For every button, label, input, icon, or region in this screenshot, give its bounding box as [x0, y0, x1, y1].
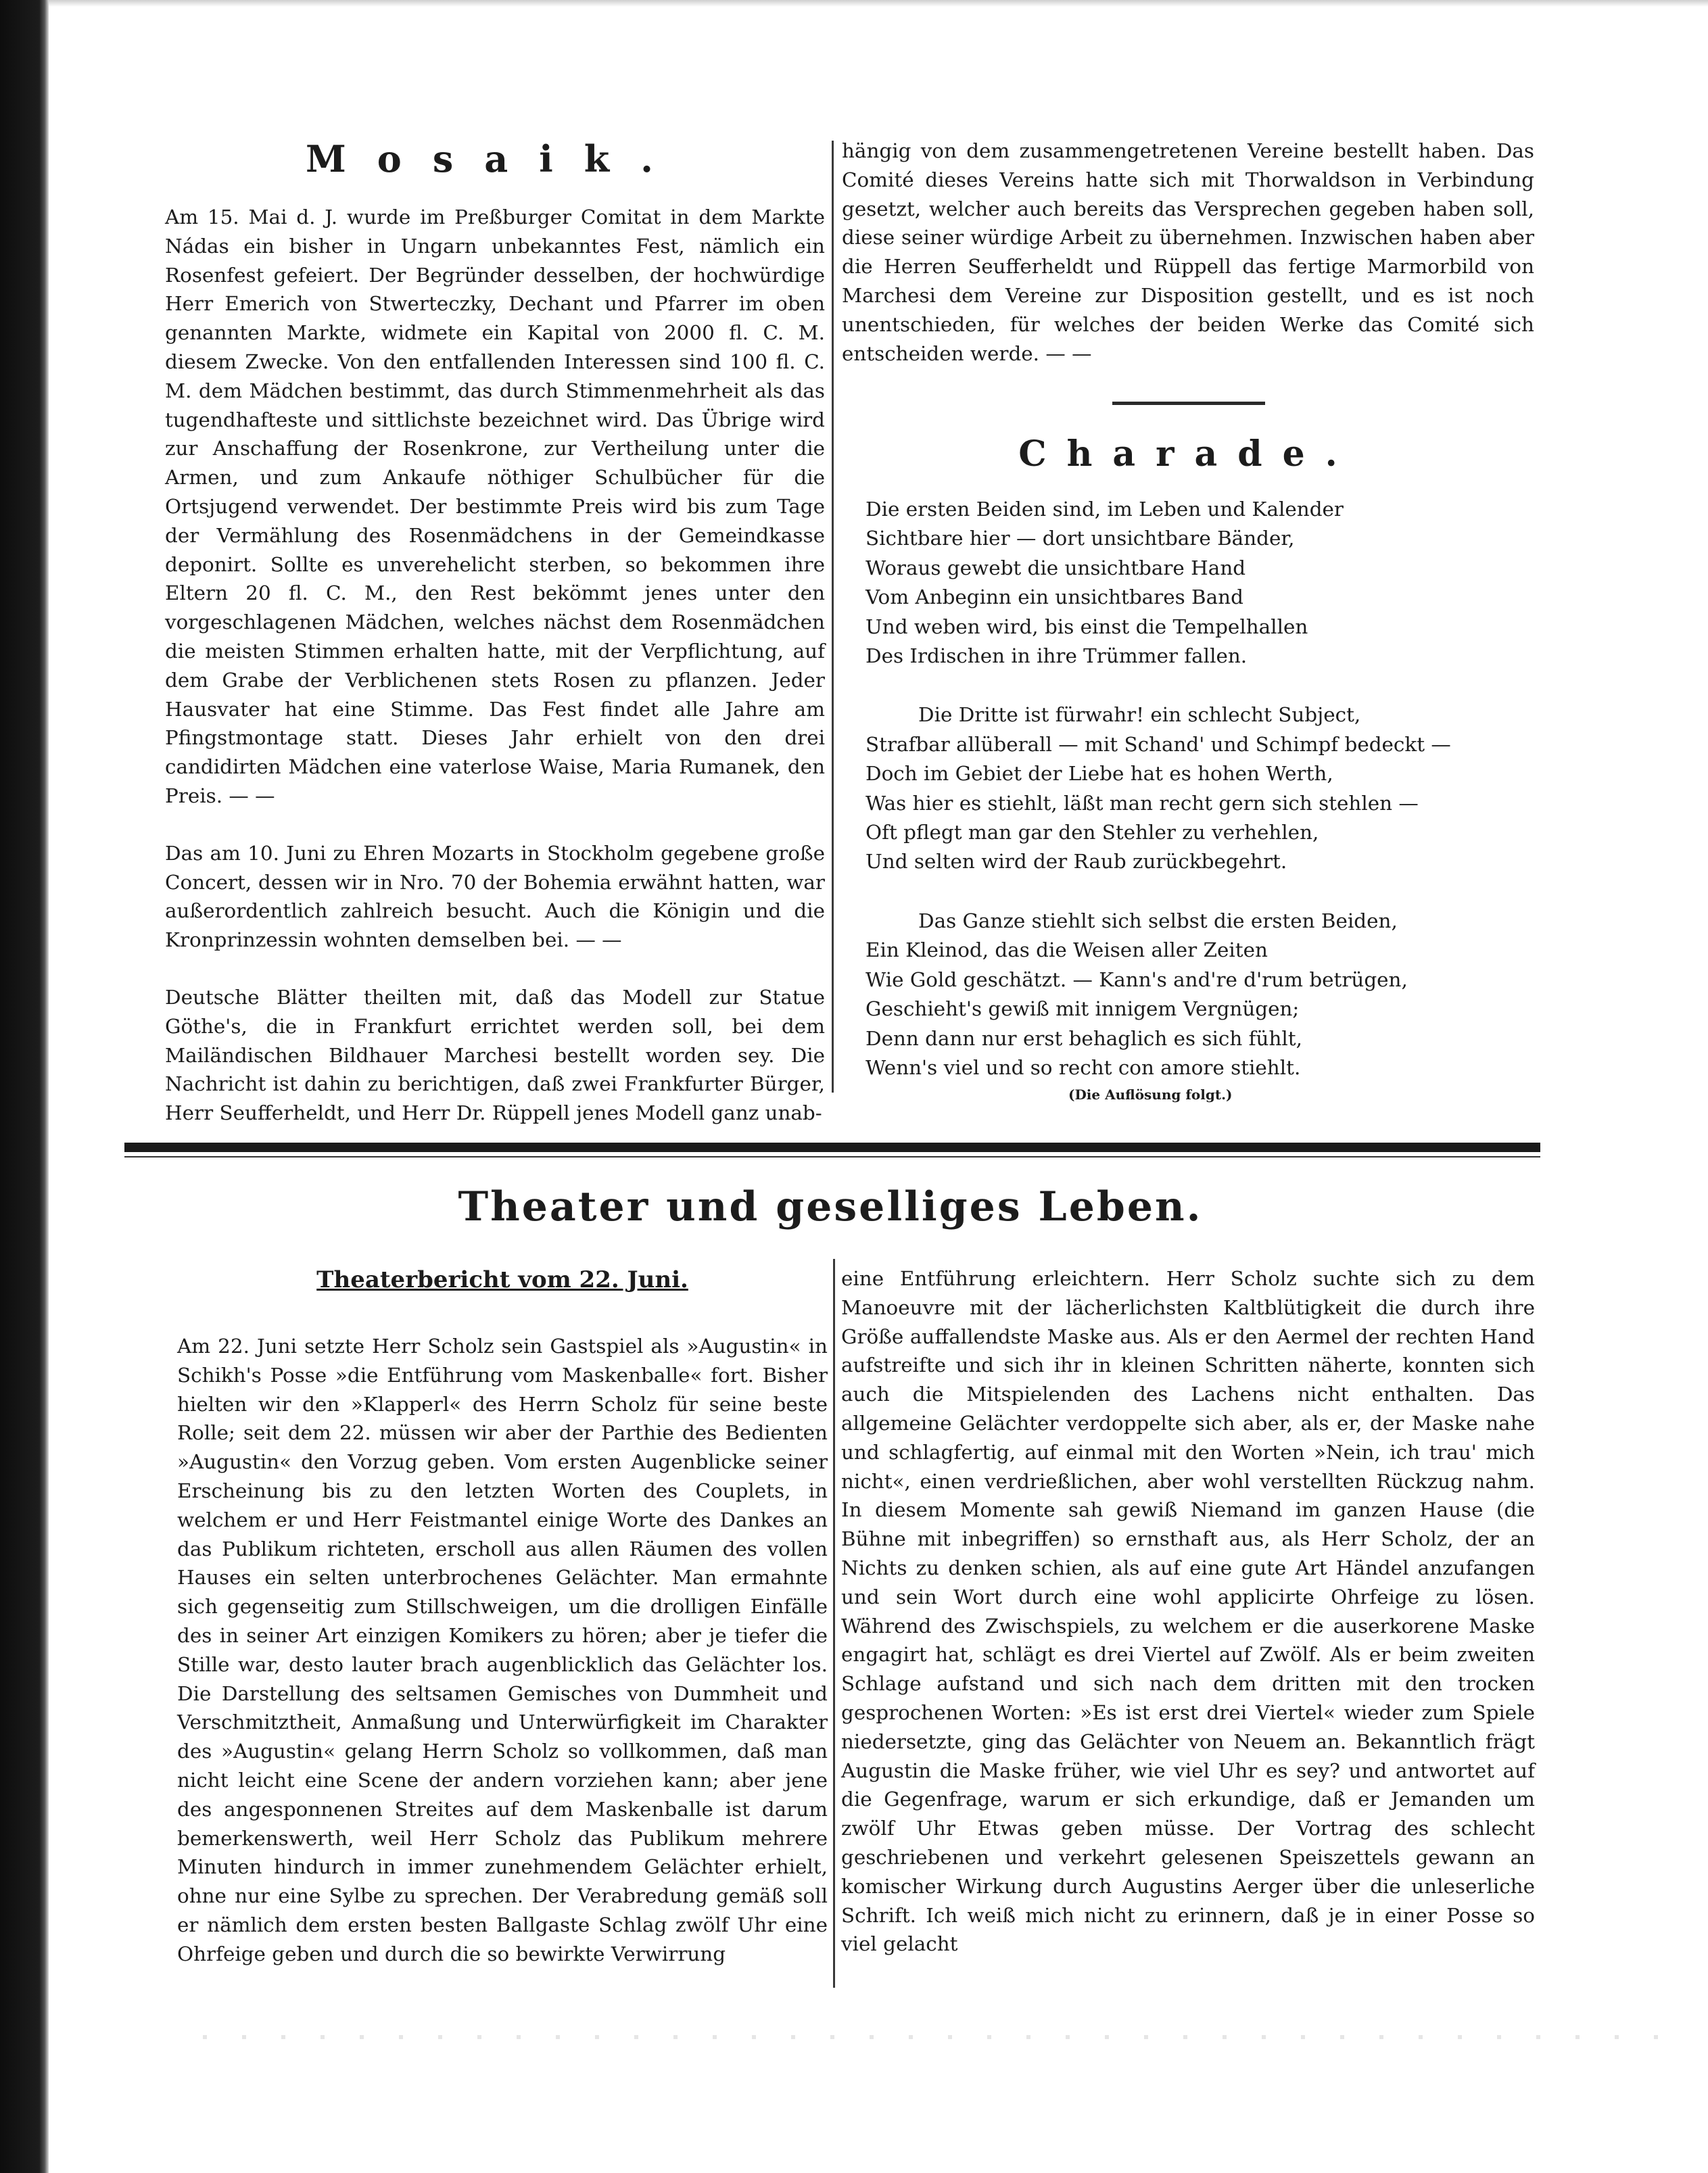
poem-line: Die ersten Beiden sind, im Leben und Kalender: [865, 498, 1344, 521]
theater-section-heading: Theater und geselliges Leben.: [458, 1183, 1203, 1231]
mosaik-heading: Mosaik.: [306, 137, 684, 181]
charade-separator-rule: [1112, 402, 1265, 405]
mosaik-paragraph-mozart-concert: Das am 10. Juni zu Ehren Mozarts in Stockholm gegebene große Concert, dessen wir in Nro. 70 der Bohemia erwähnt hatten, war außerordentlich zahlreich besucht. Auch die Königin und die Kronprinzessin wohnten demselben bei. — —: [165, 841, 825, 952]
section-separator-rule: [124, 1143, 1540, 1152]
theater-column-right: [841, 1264, 1535, 1959]
charade-resolution-note: (Die Auflösung folgt.): [1068, 1086, 1233, 1103]
poem-line: Wie Gold geschätzt. — Kann's and're d'rum betrügen,: [865, 968, 1408, 991]
column-divider-upper: [832, 141, 834, 1093]
charade-poem: [865, 495, 1542, 1082]
charade-stanza: [865, 495, 1542, 671]
scan-binding-edge: [0, 0, 49, 2173]
poem-line: Des Irdischen in ihre Trümmer fallen.: [865, 644, 1248, 668]
section-separator-rule-thin: [124, 1156, 1540, 1157]
poem-line: Die Dritte ist fürwahr! ein schlecht Subject,: [918, 703, 1361, 727]
charade-stanza: [865, 700, 1542, 876]
poem-line: Sichtbare hier — dort unsichtbare Bänder,: [865, 527, 1295, 550]
mosaik-column-left: [165, 203, 825, 1128]
poem-line: Oft pflegt man gar den Stehler zu verhehlen,: [865, 821, 1319, 844]
poem-line: Doch im Gebiet der Liebe hat es hohen Werth,: [865, 762, 1333, 786]
mosaik-paragraph-continuation: hängig von dem zusammengetretenen Vereine bestellt haben. Das Comité dieses Vereins hatte sich mit Thorwaldson in Verbindung gesetzt, welcher auch bereits das Versprechen gegeben haben soll, diese seiner würdige Arbeit zu übernehmen. Inzwischen haben aber die Herren Seufferheldt und Rüppell das fertige Marmorbild von Marchesi dem Vereine zur Disposition gestellt, und es ist noch unentschieden, für welches der beiden Werke das Comité sich entscheiden werde. — —: [842, 139, 1534, 365]
theater-column-left: [177, 1332, 828, 1969]
theater-paragraph-right: eine Entführung erleichtern. Herr Scholz suchte sich zu dem Manoeuvre mit der lächerlichsten Kaltblütigkeit die durch ihre Größe auffallendste Maske aus. Als er den Aermel der rechten Hand aufstreifte und sich ihr in kleinen Schritten näherte, konnten sich auch die Mitspielenden des Lachens nicht enthalten. Das allgemeine Gelächter verdoppelte sich aber, als er, der Maske nahe und schlagfertig, auf einmal mit den Worten »Nein, ich trau' mich nicht«, einen verdrießlichen, aber wohl verstellten Rückzug nahm. In diesem Momente sah gewiß Niemand im ganzen Hause (die Bühne mit inbegriffen) so ernsthaft aus, als Herr Scholz, der an Nichts zu denken schien, als auf eine gute Art Händel anzufangen und sein Wort durch eine wohl applicirte Ohrfeige zu lösen. Während des Zwischspiels, zu welchem er die auserkorene Maske engagirt hat, schlägt es drei Viertel auf Zwölf. Als er beim zweiten Schlage aufstand und sich nach dem dritten mit den trocken gesprochenen Worten: »Es ist erst drei Viertel« wieder zum Spiele niedersetzte, ging das Gelächter von Neuem an. Bekanntlich frägt Augustin die Maske früher, wie viel Uhr es sey? und antwortet auf die Gegenfrage, warum er sich erkundige, daß er Jemanden um zwölf Uhr Etwas geben müsse. Der Vortrag des schlecht geschriebenen und verkehrt gelesenen Speiszettels gewann an komischer Wirkung durch Augustins Aerger über die unleserliche Schrift. Ich weiß mich nicht zu erinnern, daß je in einer Posse so viel gelacht: [841, 1267, 1535, 1956]
mosaik-column-right: [842, 137, 1534, 368]
poem-line: Strafbar allüberall — mit Schand' und Schimpf bedeckt —: [865, 732, 1451, 756]
poem-line: Denn dann nur erst behaglich es sich fühlt,: [865, 1026, 1302, 1050]
poem-line: Geschieht's gewiß mit innigem Vergnügen;: [865, 997, 1300, 1021]
poem-line: Was hier es stiehlt, läßt man recht gern sich stehlen —: [865, 791, 1419, 815]
poem-line: Woraus gewebt die unsichtbare Hand: [865, 556, 1246, 579]
scan-bottom-specks: [203, 2035, 1690, 2039]
theater-paragraph-left: Am 22. Juni setzte Herr Scholz sein Gastspiel als »Augustin« in Schikh's Posse »die Entführung vom Maskenballe« fort. Bisher hielten wir den »Klapperl« des Herrn Scholz für seine beste Rolle; seit dem 22. müssen wir aber der Parthie des Bedienten »Augustin« den Vorzug geben. Vom ersten Augenblicke seiner Erscheinung bis zu den letzten Worten des Couplets, in welchem er und Herr Feistmantel einige Worte des Dankes an das Publikum richteten, erscholl aus allen Räumen des vollen Hauses ein selten unterbrochenes Gelächter. Man ermahnte sich gegenseitig zum Stillschweigen, um die drolligen Einfälle des in seiner Art einzigen Komikers zu hören; aber je tiefer die Stille war, desto lauter brach augenblicklich das Gelächter los. Die Darstellung des seltsamen Gemisches von Dummheit und Verschmitztheit, Anmaßung und Unterwürfigkeit im Charakter des »Augustin« gelang Herrn Scholz so vollkommen, daß man nicht leicht eine Scene der andern vorziehen kann; aber jene des angesponnenen Streites auf dem Maskenballe ist darum bemerkenswerth, weil Herr Scholz das Publikum mehrere Minuten hindurch in immer zunehmendem Gelächter erhielt, ohne nur eine Sylbe zu sprechen. Der Verabredung gemäß soll er nämlich dem ersten besten Ballgaste Schlag zwölf Uhr eine Ohrfeige geben und durch die so bewirkte Verwirrung: [177, 1335, 828, 1965]
theater-report-heading: Theaterbericht vom 22. Juni.: [316, 1266, 688, 1293]
poem-line: Ein Kleinod, das die Weisen aller Zeiten: [865, 938, 1268, 962]
column-divider-lower: [833, 1259, 835, 1988]
poem-line: Vom Anbeginn ein unsichtbares Band: [865, 586, 1243, 609]
poem-line: Wenn's viel und so recht con amore stiehlt.: [865, 1055, 1301, 1079]
poem-line: Das Ganze stiehlt sich selbst die ersten Beiden,: [918, 909, 1398, 932]
poem-line: Und weben wird, bis einst die Tempelhallen: [865, 615, 1308, 638]
charade-heading: Charade.: [1018, 433, 1358, 475]
mosaik-paragraph-goethe-statue: Deutsche Blätter theilten mit, daß das Modell zur Statue Göthe's, die in Frankfurt errichtet werden soll, bei dem Mailändischen Bildhauer Marchesi bestellt worden sey. Die Nachricht ist dahin zu berichtigen, daß zwei Frankfurter Bürger, Herr Seufferheldt, und Herr Dr. Rüppell jenes Modell ganz unab-: [165, 985, 825, 1125]
mosaik-paragraph-rosenfest: Am 15. Mai d. J. wurde im Preßburger Comitat in dem Markte Nádas ein bisher in Ungarn unbekanntes Fest, nämlich ein Rosenfest gefeiert. Der Begründer desselben, der hochwürdige Herr Emerich von Stwerteczky, Dechant und Pfarrer im oben genannten Markte, widmete ein Kapital von 2000 fl. C. M. diesem Zwecke. Von den entfallenden Interessen sind 100 fl. C. M. dem Mädchen bestimmt, das durch Stimmenmehrheit als das tugendhafteste und sittlichste bezeichnet wird. Das Übrige wird zur Anschaffung der Rosenkrone, zur Vertheilung unter die Armen, und zum Ankaufe nöthiger Schulbücher für die Ortsjugend verwendet. Der bestimmte Preis wird bis zum Tage der Vermählung des Rosenmädchens in der Gemeindkasse deponirt. Sollte es unverehelicht sterben, so bekommen ihre Eltern 20 fl. C. M., den Rest bekömmt jenes unter den vorgeschlagenen Mädchen, welches nächst dem Rosenmädchen die meisten Stimmen erhalten hatte, mit der Verpflichtung, auf dem Grabe der Verblichenen stets Rosen zu pflanzen. Jeder Hausvater hat eine Stimme. Das Fest findet alle Jahre am Pfingstmontage statt. Dieses Jahr erhielt von den drei candidirten Mädchen eine vaterlose Waise, Maria Rumanek, den Preis. — —: [165, 206, 825, 807]
scan-top-edge: [49, 0, 1708, 7]
poem-line: Und selten wird der Raub zurückbegehrt.: [865, 850, 1287, 874]
charade-stanza: [865, 907, 1542, 1082]
